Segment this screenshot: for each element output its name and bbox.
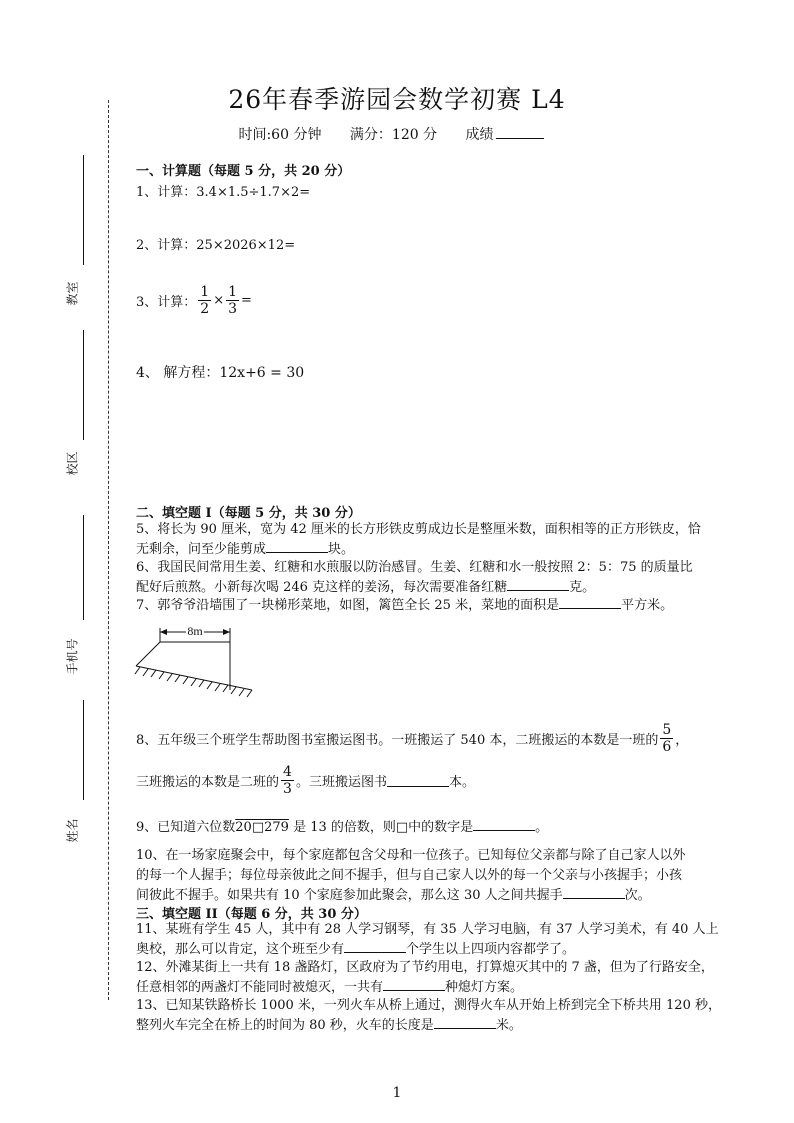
q8-text-3: 。三班搬运图书	[295, 775, 387, 790]
question-8-line-2	[136, 764, 475, 797]
q13-line-2	[136, 1016, 736, 1036]
q10-answer-blank[interactable]	[563, 886, 625, 899]
fig-hatch	[135, 667, 252, 697]
section2-header: 二、填空题 I（每题 5 分，共 30 分）	[136, 506, 361, 521]
q6-line-2	[136, 578, 736, 598]
q12-line-2	[136, 978, 736, 998]
q8-comma: ，	[675, 733, 689, 748]
grade-info	[466, 127, 556, 143]
q3-prefix: 3、计算：	[136, 295, 197, 310]
exam-info	[0, 124, 794, 144]
q6-line-1: 6、我国民间常用生姜、红糖和水煎服以防治感冒。生姜、红糖和水一般按照 2：5：75 的质量比	[136, 560, 693, 575]
q8-fraction-1	[660, 722, 673, 755]
q5-answer-blank[interactable]	[266, 540, 328, 553]
q3-f2-den: 3	[228, 301, 238, 317]
q3-equals: =	[241, 293, 252, 308]
q5-text: 无剩余，问至少能剪成	[136, 542, 267, 557]
q12-tail: 种熄灯方案。	[445, 980, 524, 995]
q3-f1-num: 1	[200, 284, 210, 300]
fig-8m-label: 8m	[187, 624, 203, 638]
q9-text-1: 9、已知道六位数	[136, 820, 236, 835]
q10-line-1: 10、在一场家庭聚会中，每个家庭都包含父母和一位孩子。已知每位父亲都与除了自己家人以外	[136, 848, 686, 863]
q8-answer-blank[interactable]	[387, 774, 449, 787]
q3-f2-num: 1	[228, 284, 238, 300]
q11-tail: 个学生以上四项内容都学了。	[406, 942, 576, 957]
time-info: 时间:60 分钟	[238, 127, 322, 143]
grade-label: 成绩	[465, 127, 494, 143]
q8-f1-num: 5	[662, 722, 672, 738]
q8-unit: 本。	[448, 775, 475, 790]
q3-fraction-1	[198, 284, 211, 317]
q6-answer-blank[interactable]	[507, 578, 569, 591]
name-label: 姓名	[65, 818, 80, 843]
class-underline	[83, 155, 84, 265]
q6-unit: 克。	[569, 580, 596, 595]
question-5	[136, 520, 736, 560]
phone-label: 手机号	[65, 638, 80, 675]
q12-text: 任意相邻的两盏灯不能同时被熄灭，一共有	[136, 980, 384, 995]
q10-line-2: 的每一个人握手；每位母亲彼此之间不握手，但与自己家人以外的每一个父亲与小孩握手；小孩	[136, 868, 683, 883]
q8-f2-num: 4	[283, 764, 292, 780]
question-10	[136, 846, 736, 906]
q7-text: 7、郭爷爷沿墙围了一块梯形菜地，如图，篱笆全长 25 米，菜地的面积是	[136, 598, 560, 613]
campus-underline	[83, 330, 84, 440]
grade-blank[interactable]	[496, 126, 544, 139]
q11-text: 奥校，那么可以肯定，这个班至少有	[136, 942, 345, 957]
q8-text-1: 8、五年级三个班学生帮助图书室搬运图书。一班搬运了 540 本，二班搬运的本数是一班的	[136, 733, 659, 748]
q3-operator: ×	[213, 293, 225, 308]
q8-fraction-2	[281, 764, 294, 797]
phone-underline	[83, 515, 84, 620]
q13-text: 整列火车完全在桥上的时间为 80 秒，火车的长度是	[136, 1018, 434, 1033]
q6-text: 配好后煎熬。小新每次喝 246 克这样的姜汤，每次需要准备红糖	[136, 580, 508, 595]
q8-f2-den: 3	[283, 781, 292, 797]
q9-six-digit-number: 20□279	[235, 820, 289, 835]
q9-answer-blank[interactable]	[473, 818, 535, 831]
question-7	[136, 596, 736, 616]
trapezoid-garden-figure	[134, 622, 254, 702]
full-score-info: 满分：120 分	[349, 127, 438, 143]
question-8-line-1	[136, 722, 688, 755]
question-9	[136, 816, 548, 835]
q11-line-1: 11、某班有学生 45 人，其中有 28 人学习钢琴，有 35 人学习电脑，有 37 人学习美术，有 40 人上	[136, 922, 719, 937]
question-1: 1、计算：3.4×1.5÷1.7×2=	[136, 185, 311, 200]
q7-unit: 平方米。	[621, 598, 674, 613]
q5-line-2	[136, 540, 736, 560]
campus-label: 校区	[65, 451, 80, 476]
question-11	[136, 920, 736, 960]
binding-dashed-line	[108, 100, 109, 1000]
q13-answer-blank[interactable]	[434, 1016, 496, 1029]
page-title: 26年春季游园会数学初赛 L4	[228, 85, 566, 114]
q10-text: 间彼此不握手。如果共有 10 个家庭参加此聚会，那么这 30 人之间共握手	[136, 888, 563, 903]
question-12	[136, 958, 736, 998]
q8-f1-den: 6	[662, 739, 672, 755]
q12-answer-blank[interactable]	[383, 978, 445, 991]
section3-header: 三、填空题 II（每题 6 分，共 30 分）	[136, 907, 367, 922]
class-label: 教室	[65, 281, 80, 306]
name-underline	[83, 700, 84, 800]
q9-text-2: 是 13 的倍数，则□中的数字是	[293, 820, 474, 835]
q11-line-2	[136, 940, 736, 960]
q5-line-1: 5、将长为 90 厘米，宽为 42 厘米的长方形铁皮剪成边长是整厘米数，面积相等的正方形铁皮，恰	[136, 522, 701, 537]
q11-answer-blank[interactable]	[344, 940, 406, 953]
q7-answer-blank[interactable]	[559, 596, 621, 609]
q3-fraction-2	[226, 284, 239, 317]
section1-header: 一、计算题（每题 5 分，共 20 分）	[136, 164, 351, 179]
q13-line-1: 13、已知某铁路桥长 1000 米，一列火车从桥上通过，测得火车从开始上桥到完全下桥共用 120 秒，	[136, 998, 721, 1013]
page-number: 1	[392, 1085, 402, 1101]
q12-line-1: 12、外滩某街上一共有 18 盏路灯，区政府为了节约用电，打算熄灭其中的 7 盏，但为了行路安全，	[136, 960, 714, 975]
question-6	[136, 558, 736, 598]
q9-period: 。	[535, 820, 549, 835]
q10-unit: 次。	[624, 888, 651, 903]
q13-unit: 米。	[495, 1018, 522, 1033]
q8-text-2: 三班搬运的本数是二班的	[136, 775, 280, 790]
question-4: 4、 解方程：12x+6 = 30	[136, 365, 305, 381]
q5-unit: 块。	[328, 542, 355, 557]
question-13	[136, 996, 736, 1036]
question-3	[136, 284, 252, 317]
question-2: 2、计算：25×2026×12=	[136, 238, 296, 253]
q3-f1-den: 2	[200, 301, 210, 317]
